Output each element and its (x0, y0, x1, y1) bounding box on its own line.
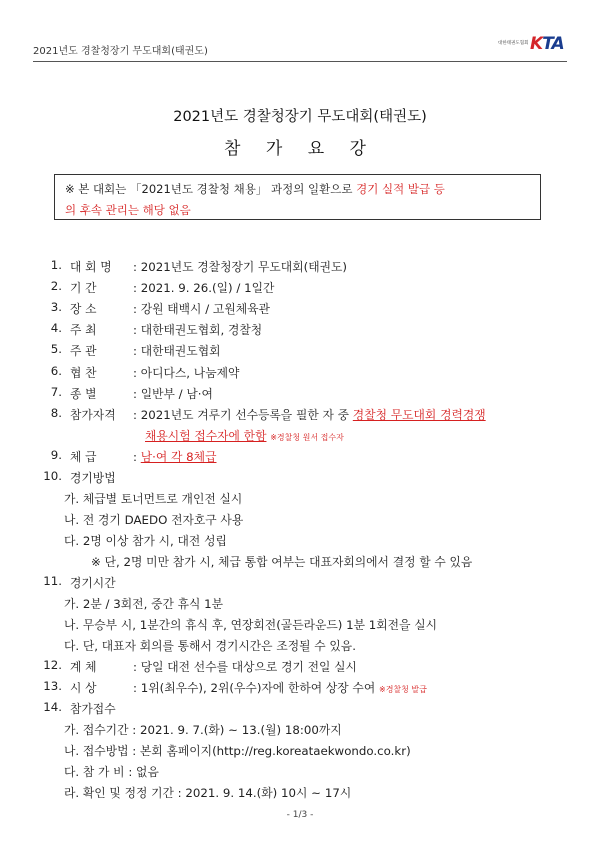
item-label: 시 상 (70, 681, 97, 695)
item-number: 8. (50, 406, 62, 420)
page-number: - 1/3 - (286, 810, 314, 820)
item-value (133, 679, 427, 696)
item-value-text: : 2021년도 경찰청장기 무도대회(태권도) (133, 260, 347, 274)
notice-highlight-2: 의 후속 관리는 해당 없음 (65, 203, 191, 217)
sub-item: 가. 접수기간 : 2021. 9. 7.(화) ~ 13.(월) 18:00까지 (64, 723, 342, 737)
item-value (133, 385, 213, 402)
notice-highlight: 경기 실적 발급 등 (356, 182, 445, 196)
item-value-text: : 대한태권도협회 (133, 344, 221, 358)
notice-box (54, 174, 541, 220)
item-value-text: : 당일 대전 선수를 대상으로 경기 전일 실시 (133, 660, 357, 674)
item-value (133, 342, 221, 359)
document-title: 2021년도 경찰청장기 무도대회(태권도) (173, 109, 427, 125)
item-value (133, 258, 347, 275)
item-value-text: : 2021년도 겨루기 선수등록을 필한 자 중 (133, 408, 350, 422)
item-value (133, 448, 216, 465)
item-label: 협 찬 (70, 366, 97, 380)
item-value-highlight: 경찰청 무도대회 경력경쟁 (352, 408, 486, 422)
item-number: 9. (50, 448, 62, 462)
item-label: 장 소 (70, 302, 97, 316)
item-value-text: : (133, 450, 137, 464)
item-number: 10. (43, 469, 62, 483)
item-note: ※경찰청 원서 접수자 (270, 433, 344, 442)
item-label: 주 최 (70, 323, 97, 337)
item-value-text: : 대한태권도협회, 경찰청 (133, 323, 263, 337)
item-number: 1. (50, 258, 62, 272)
item-label: 체 급 (70, 450, 97, 464)
item-label: 참가접수 (70, 702, 116, 716)
item-label: 대 회 명 (70, 260, 112, 274)
sub-item: 다. 2명 이상 참가 시, 대전 성립 (64, 534, 227, 548)
item-label: 경기시간 (70, 576, 116, 590)
item-label: 계 체 (70, 660, 97, 674)
sub-item: 라. 확인 및 정정 기간 : 2021. 9. 14.(화) 10시 ~ 17시 (64, 786, 352, 800)
kta-logo (498, 32, 570, 56)
sub-item: 나. 무승부 시, 1분간의 휴식 후, 연장회전(골든라운드) 1분 1회전을 실시 (64, 618, 438, 632)
item-value (133, 279, 274, 296)
notice-text: ※ 본 대회는 「2021년도 경찰청 채용」 과정의 일환으로 (65, 182, 353, 196)
sub-item: 나. 접수방법 : 본회 홈페이지(http://reg.koreataekwondo.co.kr) (64, 744, 411, 758)
item-number: 12. (43, 658, 62, 672)
item-note: ※경찰청 발급 (378, 685, 427, 694)
item-value (133, 321, 262, 338)
list-item-continuation (145, 427, 344, 444)
item-number: 3. (50, 300, 62, 314)
sub-item: 가. 체급별 토너먼트로 개인전 실시 (64, 492, 243, 506)
sub-item: 다. 단, 대표자 회의를 통해서 경기시간은 조정될 수 있음. (64, 639, 356, 653)
item-number: 14. (43, 700, 62, 714)
logo-small-text: 대한태권도협회 (498, 41, 529, 46)
header-divider (33, 61, 567, 62)
item-value (133, 658, 357, 675)
item-label: 참가자격 (70, 408, 116, 422)
item-value-text: : 1위(최우수), 2위(우수)자에 한하여 상장 수여 (133, 681, 376, 695)
running-header-title: 2021년도 경찰청장기 무도대회(태권도) (33, 46, 208, 57)
item-label: 경기방법 (70, 471, 116, 485)
item-value-text: : 아디다스, 나눔제약 (133, 366, 240, 380)
item-label: 주 관 (70, 344, 97, 358)
item-value-highlight: 채용시험 접수자에 한함 (145, 429, 267, 443)
item-number: 2. (50, 279, 62, 293)
logo-mark: KTA (530, 34, 564, 54)
item-value-highlight: 남·여 각 8체급 (140, 450, 217, 464)
sub-item: ※ 단, 2명 미만 참가 시, 체급 통합 여부는 대표자회의에서 결정 할 수 있음 (91, 555, 473, 569)
item-number: 5. (50, 342, 62, 356)
item-number: 4. (50, 321, 62, 335)
document-subtitle: 참 가 요 강 (224, 139, 376, 159)
item-value (133, 406, 486, 423)
item-label: 기 간 (70, 281, 97, 295)
item-value (133, 300, 270, 317)
item-number: 13. (43, 679, 62, 693)
item-number: 11. (43, 574, 62, 588)
sub-item: 가. 2분 / 3회전, 중간 휴식 1분 (64, 597, 224, 611)
item-label: 종 별 (70, 387, 97, 401)
item-value-text: : 강원 태백시 / 고원체육관 (133, 302, 270, 316)
item-value-text: : 일반부 / 남·여 (133, 387, 213, 401)
sub-item: 나. 전 경기 DAEDO 전자호구 사용 (64, 513, 244, 527)
item-number: 6. (50, 364, 62, 378)
item-value (133, 364, 239, 381)
item-number: 7. (50, 385, 62, 399)
sub-item: 다. 참 가 비 : 없음 (64, 765, 159, 779)
item-value-text: : 2021. 9. 26.(일) / 1일간 (133, 281, 275, 295)
